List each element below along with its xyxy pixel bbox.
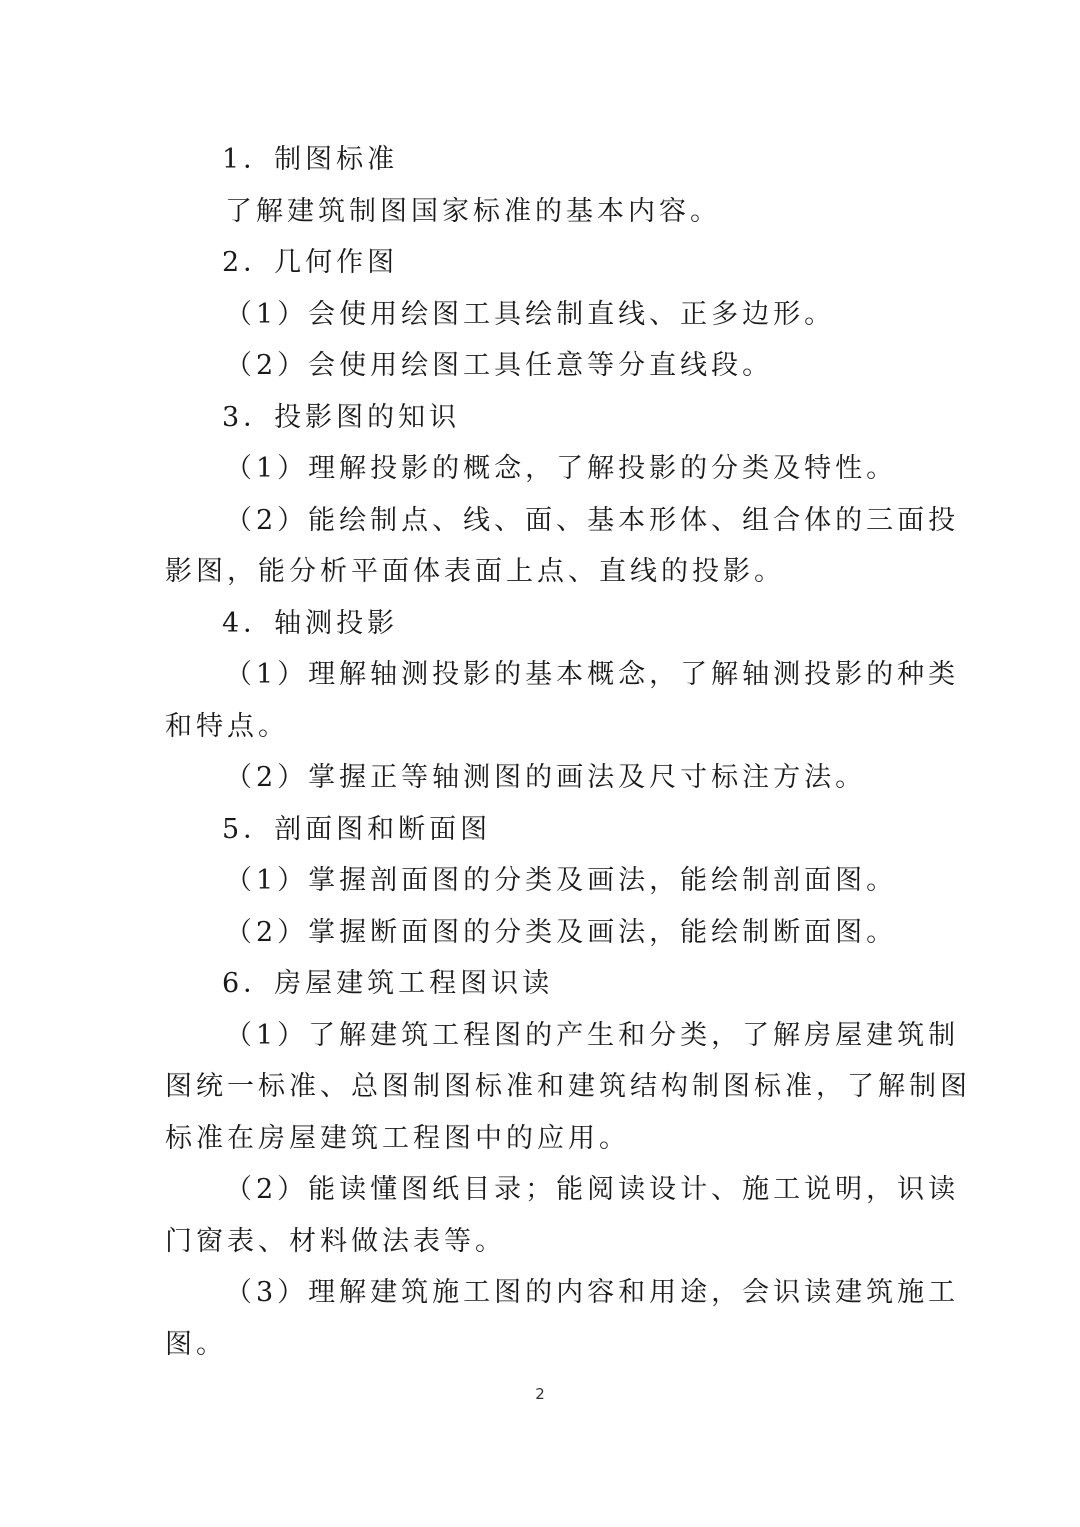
section-heading-5: 5．剖面图和断面图 <box>222 813 492 845</box>
page-number: 2 <box>535 1385 545 1403</box>
list-item-continuation: 和特点。 <box>165 710 289 742</box>
list-item: （3）理解建筑施工图的内容和用途，会识读建筑施工 <box>225 1277 960 1308</box>
list-item: （1）会使用绘图工具绘制直线、正多边形。 <box>225 298 836 330</box>
section-heading-3: 3．投影图的知识 <box>222 401 461 433</box>
list-item: （1）理解投影的概念，了解投影的分类及特性。 <box>225 453 898 484</box>
section-heading-2: 2．几何作图 <box>222 247 399 278</box>
list-item-continuation: 标准在房屋建筑工程图中的应用。 <box>165 1122 630 1154</box>
list-item: （2）掌握正等轴测图的画法及尺寸标注方法。 <box>225 762 867 793</box>
list-item: （2）能绘制点、线、面、基本形体、组合体的三面投 <box>225 504 960 536</box>
paragraph: 了解建筑制图国家标准的基本内容。 <box>225 195 721 227</box>
list-item-continuation: 影图，能分析平面体表面上点、直线的投影。 <box>165 556 785 587</box>
list-item: （2）掌握断面图的分类及画法，能绘制断面图。 <box>225 916 898 948</box>
list-item: （2）会使用绘图工具任意等分直线段。 <box>225 350 774 381</box>
list-item: （2）能读懂图纸目录；能阅读设计、施工说明，识读 <box>225 1174 960 1205</box>
section-heading-4: 4．轴测投影 <box>222 607 399 639</box>
list-item-continuation: 图统一标准、总图制图标准和建筑结构制图标准，了解制图 <box>165 1071 971 1102</box>
section-heading-6: 6．房屋建筑工程图识读 <box>222 968 554 999</box>
document-body <box>165 134 971 1370</box>
section-heading-1: 1．制图标准 <box>222 144 399 175</box>
list-item: （1）了解建筑工程图的产生和分类，了解房屋建筑制 <box>225 1019 960 1051</box>
list-item: （1）掌握剖面图的分类及画法，能绘制剖面图。 <box>225 865 898 896</box>
list-item-continuation: 图。 <box>165 1328 227 1360</box>
list-item: （1）理解轴测投影的基本概念，了解轴测投影的种类 <box>225 659 960 690</box>
list-item-continuation: 门窗表、材料做法表等。 <box>165 1225 506 1257</box>
